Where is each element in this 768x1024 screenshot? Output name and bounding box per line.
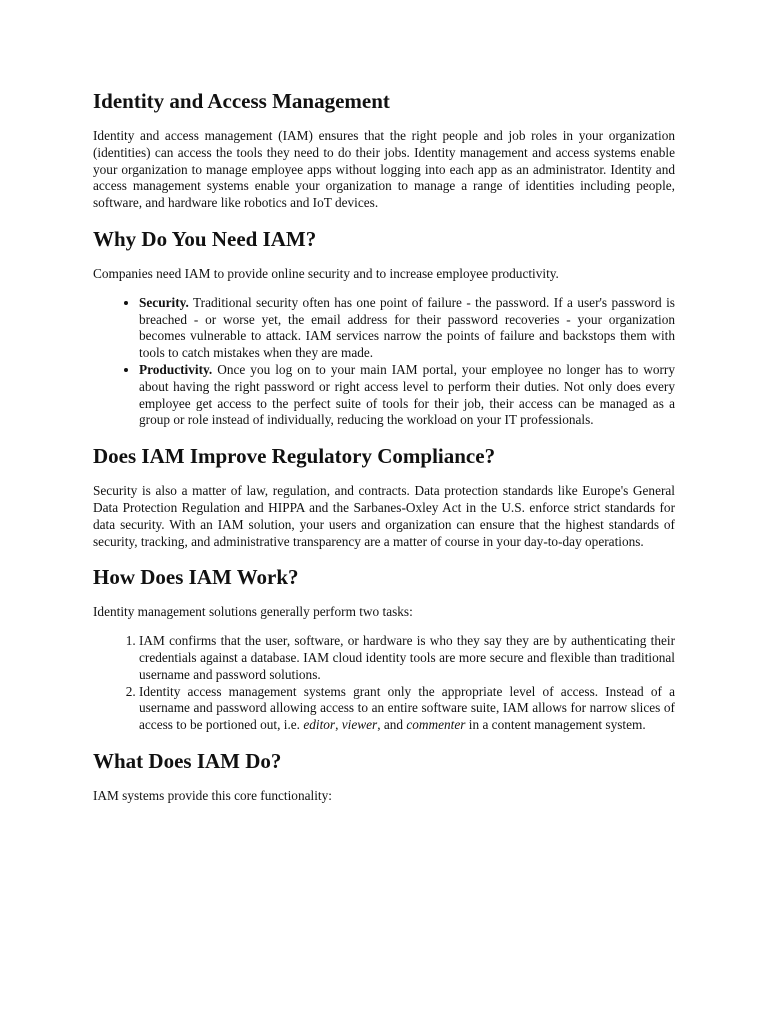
document-page xyxy=(93,86,675,817)
bullet-security-term: Security. xyxy=(139,294,189,310)
bullet-security-text: Traditional security often has one point of failure - the password. If a user's password is breached - or worse yet, the email address for their password recoveries - your organization becomes vulnerable to attack. IAM services narrow the points of failure and backstops them with tools to catch mistakes when they are made. xyxy=(139,294,675,361)
what-lead-paragraph: IAM systems provide this core functionality: xyxy=(93,787,332,803)
bullet-productivity-term: Productivity. xyxy=(139,361,213,377)
intro-paragraph: Identity and access management (IAM) ensures that the right people and job roles in your organization (identities) can access the tools they need to do their jobs. Identity management and access systems enable your organization to manage employee apps without logging into each app as an administrator. Identity and access management systems enable your organization to manage a range of identities including people, software, and hardware like robotics and IoT devices. xyxy=(93,128,675,211)
how-numbered-list xyxy=(93,633,675,734)
how-item-1: 1. IAM confirms that the user, software, or hardware is who they say they are by authenticating their credentials against a database. IAM cloud identity tools are more secure and flexible than traditional username and password solutions. xyxy=(139,633,675,683)
compliance-paragraph: Security is also a matter of law, regulation, and contracts. Data protection standards like Europe's General Data Protection Regulation and HIPPA and the Sarbanes-Oxley Act in the U.S. enforce strict standards for data security. With an IAM solution, your users and organization can ensure that the highest standards of security, tracking, and administrative transparency are a matter of course in your day-to-day operations. xyxy=(93,483,675,549)
why-bullet-list xyxy=(93,295,675,429)
how-item-2-text-before: Identity access management systems grant only the appropriate level of access. Instead of a username and password allowing access to an entire software suite, IAM allows for narrow slices of access to be portioned out, i.e. xyxy=(139,683,675,733)
why-lead-paragraph: Companies need IAM to provide online security and to increase employee productivity. xyxy=(93,265,559,281)
how-lead-paragraph: Identity management solutions generally perform two tasks: xyxy=(93,604,413,620)
how-item-2-sep-1: , xyxy=(335,717,342,733)
heading-regulatory-compliance: Does IAM Improve Regulatory Compliance? xyxy=(93,444,496,469)
heading-what-iam-does: What Does IAM Do? xyxy=(93,748,282,773)
how-item-2-sep-2: , and xyxy=(377,717,407,733)
heading-how-iam-works: How Does IAM Work? xyxy=(93,565,299,590)
role-viewer: viewer xyxy=(341,717,378,733)
how-item-2 xyxy=(139,684,675,734)
role-editor: editor xyxy=(303,717,336,733)
how-item-2-text-after: in a content management system. xyxy=(465,717,646,733)
bullet-security xyxy=(139,295,675,362)
heading-why-need-iam: Why Do You Need IAM? xyxy=(93,226,317,251)
document-title: Identity and Access Management xyxy=(93,89,390,113)
bullet-productivity-text: Once you log on to your main IAM portal, your employee no longer has to worry about having the right password or right access level to perform their duties. Not only does every employee get access to the perfect suite of tools for their job, their access can be managed as a group or role instead of individually, reducing the workload on your IT professionals. xyxy=(139,361,675,428)
role-commenter: commenter xyxy=(406,717,466,733)
bullet-productivity xyxy=(139,362,675,429)
